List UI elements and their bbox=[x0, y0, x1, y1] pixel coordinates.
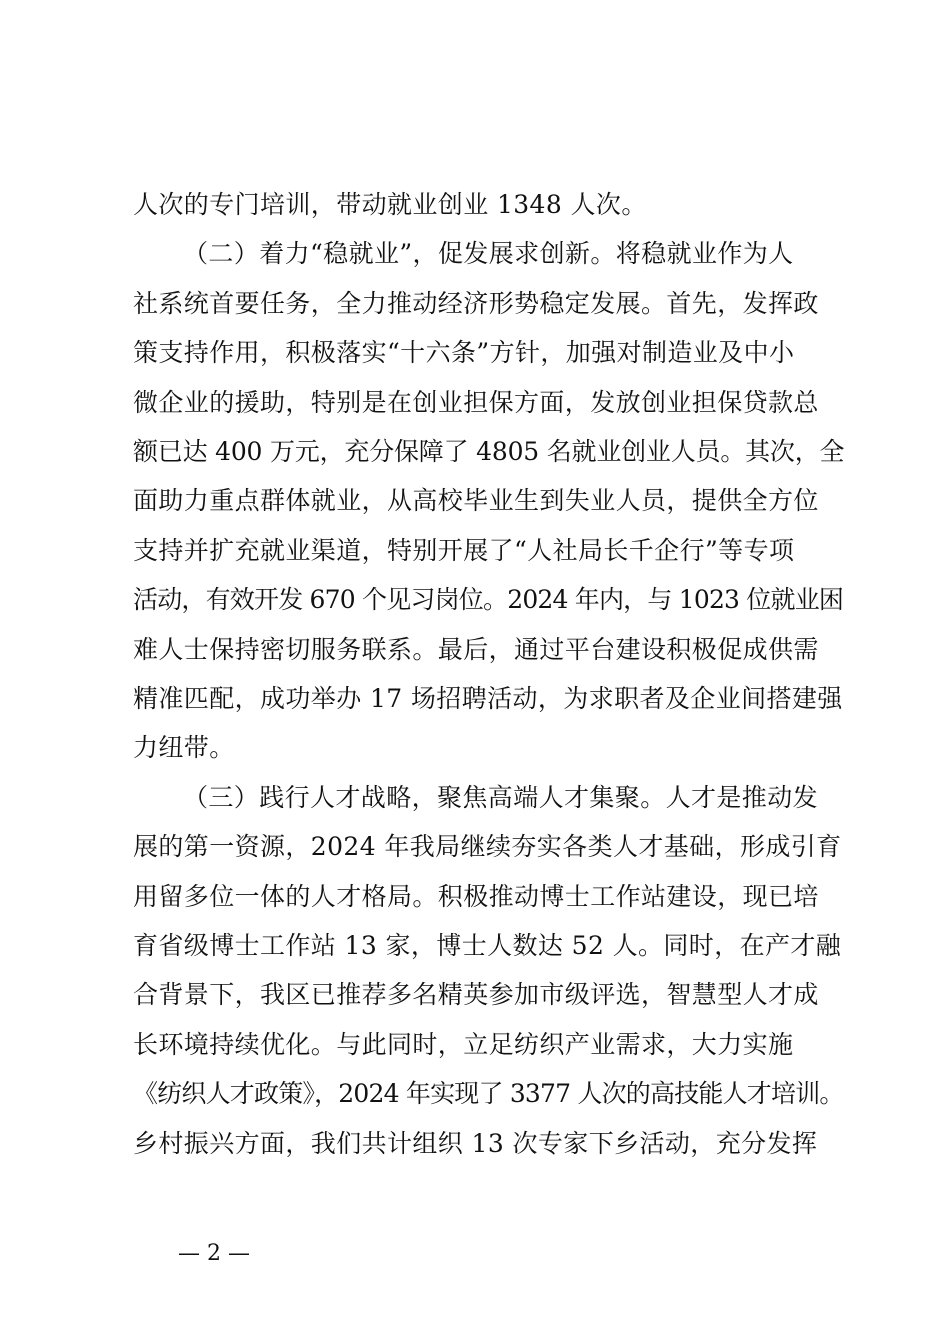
text-line: 长环境持续优化。与此同时，立足纺织产业需求，大力实施 bbox=[133, 1030, 794, 1059]
text-line: 难人士保持密切服务联系。最后，通过平台建设积极促成供需 bbox=[133, 635, 819, 664]
text-line: 合背景下，我区已推荐多名精英参加市级评选，智慧型人才成 bbox=[133, 980, 819, 1009]
text-line: 展的第一资源，2024 年我局继续夯实各类人才基础，形成引育 bbox=[133, 832, 842, 861]
text-line: （三）践行人才战略，聚焦高端人才集聚。人才是推动发 bbox=[183, 783, 819, 812]
text-line: 人次的专门培训，带动就业创业 1348 人次。 bbox=[133, 190, 647, 219]
text-line: 策支持作用，积极落实“十六条”方针，加强对制造业及中小 bbox=[133, 338, 795, 367]
text-line: 额已达 400 万元，充分保障了 4805 名就业创业人员。其次，全 bbox=[133, 437, 845, 466]
text-line: 用留多位一体的人才格局。积极推动博士工作站建设，现已培 bbox=[133, 882, 819, 911]
text-line: 支持并扩充就业渠道，特别开展了“人社局长千企行”等专项 bbox=[133, 536, 795, 565]
text-line: 面助力重点群体就业，从高校毕业生到失业人员，提供全方位 bbox=[133, 486, 819, 515]
text-line: 社系统首要任务，全力推动经济形势稳定发展。首先，发挥政 bbox=[133, 289, 819, 318]
text-line: 精准匹配，成功举办 17 场招聘活动，为求职者及企业间搭建强 bbox=[133, 684, 843, 713]
text-line: 《纺织人才政策》，2024 年实现了 3377 人次的高技能人才培训。 bbox=[133, 1079, 844, 1108]
text-line: 乡村振兴方面，我们共计组织 13 次专家下乡活动，充分发挥 bbox=[133, 1129, 818, 1158]
text-line: 活动，有效开发 670 个见习岗位。2024 年内，与 1023 位就业困 bbox=[133, 585, 844, 614]
text-line: 力纽带。 bbox=[133, 733, 235, 762]
text-line: 微企业的援助，特别是在创业担保方面，发放创业担保贷款总 bbox=[133, 388, 819, 417]
page-number: — 2 — bbox=[178, 1241, 250, 1266]
text-line: （二）着力“稳就业”，促发展求创新。将稳就业作为人 bbox=[183, 239, 794, 268]
text-line: 育省级博士工作站 13 家，博士人数达 52 人。同时，在产才融 bbox=[133, 931, 842, 960]
